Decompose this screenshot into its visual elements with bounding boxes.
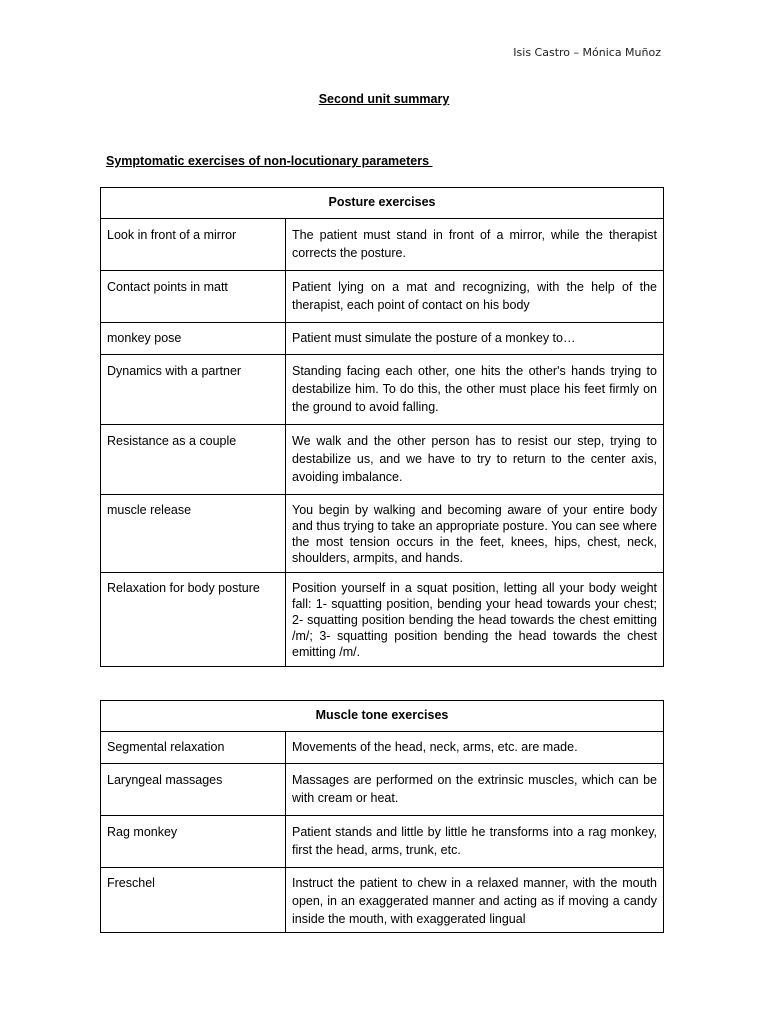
- exercise-name: Contact points in matt: [101, 271, 286, 323]
- exercise-description: Movements of the head, neck, arms, etc. are made.: [286, 732, 664, 764]
- exercise-name: Rag monkey: [101, 816, 286, 868]
- table-row: [101, 573, 664, 667]
- exercise-name: Look in front of a mirror: [101, 219, 286, 271]
- exercise-name: Resistance as a couple: [101, 425, 286, 495]
- table-row: [101, 816, 664, 868]
- table-row: [101, 323, 664, 355]
- exercise-description: You begin by walking and becoming aware of your entire body and thus trying to take an appropriate posture. You can see where the most tension occurs in the feet, knees, hips, chest, neck, shoulders, armpits, and hands.: [286, 495, 664, 573]
- posture-exercises-table: [100, 187, 664, 667]
- section-title: Symptomatic exercises of non-locutionary parameters: [106, 154, 433, 168]
- exercise-description: Instruct the patient to chew in a relaxed manner, with the mouth open, in an exaggerated manner and acting as if moving a candy inside the mouth, with exaggerated lingual: [286, 868, 664, 933]
- exercise-name: Dynamics with a partner: [101, 355, 286, 425]
- muscle-tone-exercises-table: [100, 700, 664, 933]
- exercise-description: Patient must simulate the posture of a monkey to…: [286, 323, 664, 355]
- exercise-name: monkey pose: [101, 323, 286, 355]
- exercise-description: Position yourself in a squat position, letting all your body weight fall: 1- squatting position, bending your head towards your chest; 2- squatting position bending the head towards the chest emitting /m/; 3- squatting position bending the head towards the chest emitting /m/.: [286, 573, 664, 667]
- exercise-description: The patient must stand in front of a mirror, while the therapist corrects the posture.: [286, 219, 664, 271]
- exercise-name: Freschel: [101, 868, 286, 933]
- table-heading: Posture exercises: [101, 188, 664, 219]
- exercise-description: Patient stands and little by little he transforms into a rag monkey, first the head, arms, trunk, etc.: [286, 816, 664, 868]
- table-row: [101, 219, 664, 271]
- table-row: [101, 764, 664, 816]
- exercise-description: Patient lying on a mat and recognizing, with the help of the therapist, each point of contact on his body: [286, 271, 664, 323]
- table-row: [101, 425, 664, 495]
- exercise-description: Standing facing each other, one hits the other's hands trying to destabilize him. To do this, the other must place his feet firmly on the ground to avoid falling.: [286, 355, 664, 425]
- table-row: [101, 732, 664, 764]
- table-row: [101, 495, 664, 573]
- exercise-description: We walk and the other person has to resist our step, trying to destabilize us, and we have to try to return to the center axis, avoiding imbalance.: [286, 425, 664, 495]
- exercise-description: Massages are performed on the extrinsic muscles, which can be with cream or heat.: [286, 764, 664, 816]
- table-heading: Muscle tone exercises: [101, 701, 664, 732]
- table-row: [101, 868, 664, 933]
- document-title: Second unit summary: [318, 92, 450, 106]
- exercise-name: muscle release: [101, 495, 286, 573]
- table-row: [101, 271, 664, 323]
- exercise-name: Segmental relaxation: [101, 732, 286, 764]
- page-header-authors: Isis Castro – Mónica Muñoz: [513, 46, 661, 59]
- exercise-name: Laryngeal massages: [101, 764, 286, 816]
- exercise-name: Relaxation for body posture: [101, 573, 286, 667]
- table-row: [101, 355, 664, 425]
